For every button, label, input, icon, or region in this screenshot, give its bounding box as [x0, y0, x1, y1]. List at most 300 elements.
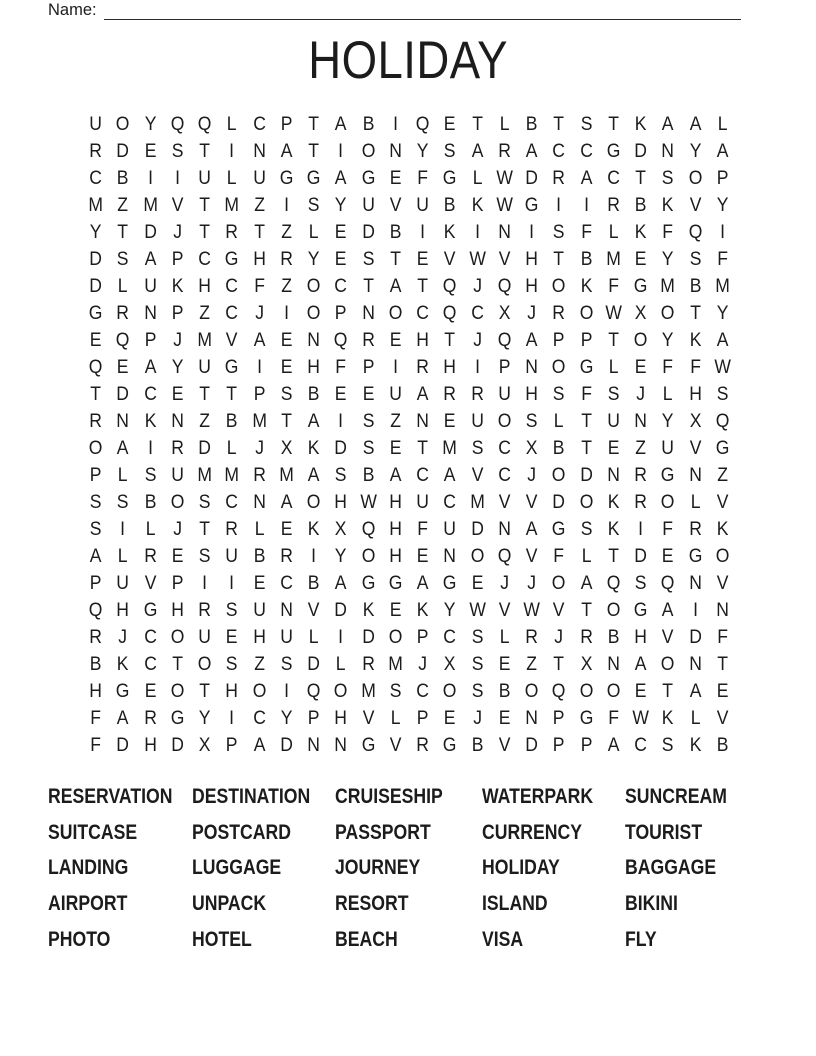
grid-letter: N: [280, 599, 293, 621]
grid-letter: U: [498, 383, 511, 405]
grid-letter: D: [525, 167, 538, 189]
grid-letter: F: [662, 356, 674, 378]
grid-letter: D: [634, 140, 647, 162]
grid-letter: P: [716, 167, 729, 189]
grid-letter: E: [389, 437, 402, 459]
grid-letter: S: [471, 680, 483, 702]
word-list-item: BEACH: [335, 928, 398, 952]
grid-letter: B: [389, 221, 402, 243]
grid-letter: K: [634, 113, 647, 135]
grid-letter: U: [198, 626, 211, 648]
grid-letter: F: [662, 221, 674, 243]
grid-letter: M: [279, 464, 294, 486]
grid-letter: V: [362, 707, 374, 729]
grid-letter: S: [689, 248, 701, 270]
grid-letter: O: [88, 437, 103, 459]
grid-letter: E: [171, 383, 184, 405]
grid-letter: I: [583, 194, 589, 216]
grid-letter: G: [361, 572, 375, 594]
grid-letter: L: [335, 653, 346, 675]
grid-letter: O: [197, 653, 212, 675]
grid-letter: K: [416, 599, 429, 621]
grid-letter: V: [498, 248, 511, 270]
grid-letter: F: [417, 167, 428, 189]
grid-letter: Q: [170, 113, 185, 135]
grid-letter: T: [635, 167, 646, 189]
grid-letter: T: [281, 410, 292, 432]
grid-letter: R: [143, 707, 157, 729]
grid-row: [82, 138, 736, 165]
grid-letter: I: [283, 302, 289, 324]
grid-letter: F: [335, 356, 347, 378]
grid-letter: B: [253, 545, 265, 567]
grid-letter: Y: [198, 707, 211, 729]
grid-row: [82, 246, 736, 273]
grid-letter: F: [417, 518, 428, 540]
grid-letter: Q: [715, 410, 730, 432]
grid-letter: L: [117, 464, 128, 486]
grid-letter: X: [498, 302, 511, 324]
grid-letter: I: [311, 545, 317, 567]
grid-letter: Y: [662, 329, 674, 351]
grid-letter: V: [498, 734, 511, 756]
grid-letter: W: [468, 248, 486, 270]
grid-letter: U: [416, 194, 429, 216]
grid-letter: F: [90, 734, 101, 756]
grid-letter: M: [469, 491, 485, 513]
grid-letter: E: [389, 329, 402, 351]
grid-letter: F: [253, 275, 265, 297]
grid-letter: B: [444, 194, 456, 216]
grid-letter: E: [362, 383, 374, 405]
grid-letter: A: [389, 464, 402, 486]
grid-letter: I: [692, 599, 698, 621]
grid-letter: T: [199, 518, 210, 540]
grid-letter: G: [443, 734, 457, 756]
grid-letter: V: [498, 491, 511, 513]
grid-letter: A: [335, 167, 347, 189]
grid-letter: Y: [444, 599, 456, 621]
grid-letter: P: [89, 572, 102, 594]
grid-letter: P: [89, 464, 102, 486]
grid-letter: C: [443, 491, 457, 513]
grid-letter: E: [389, 167, 402, 189]
grid-letter: S: [362, 248, 374, 270]
grid-letter: W: [632, 707, 649, 729]
grid-letter: T: [580, 437, 592, 459]
grid-letter: R: [225, 221, 239, 243]
grid-letter: T: [717, 653, 728, 675]
grid-letter: U: [389, 383, 402, 405]
word-list-item: JOURNEY: [335, 856, 421, 880]
grid-letter: S: [471, 626, 483, 648]
grid-letter: Q: [688, 221, 702, 243]
grid-letter: H: [443, 356, 457, 378]
grid-letter: D: [89, 248, 102, 270]
grid-row: [82, 273, 736, 300]
grid-letter: T: [553, 653, 565, 675]
grid-letter: C: [143, 626, 157, 648]
grid-letter: O: [388, 626, 403, 648]
grid-letter: E: [280, 518, 293, 540]
grid-row: [82, 678, 736, 705]
grid-letter: O: [443, 680, 457, 702]
grid-letter: R: [280, 248, 293, 270]
grid-letter: I: [474, 221, 480, 243]
grid-letter: C: [143, 383, 157, 405]
grid-letter: E: [498, 707, 511, 729]
grid-letter: W: [714, 356, 731, 378]
grid-letter: K: [662, 194, 674, 216]
grid-letter: Z: [199, 410, 210, 432]
grid-letter: T: [199, 221, 210, 243]
grid-letter: B: [226, 410, 238, 432]
grid-letter: D: [116, 734, 130, 756]
grid-letter: F: [608, 707, 619, 729]
grid-letter: E: [117, 356, 129, 378]
grid-letter: A: [525, 518, 538, 540]
grid-row: [82, 408, 736, 435]
grid-letter: T: [417, 275, 428, 297]
grid-letter: K: [117, 653, 129, 675]
grid-letter: R: [280, 545, 293, 567]
grid-letter: E: [716, 680, 729, 702]
grid-letter: O: [170, 680, 185, 702]
grid-letter: A: [335, 113, 347, 135]
grid-letter: A: [716, 329, 729, 351]
grid-letter: E: [335, 383, 347, 405]
grid-letter: S: [607, 383, 620, 405]
grid-letter: B: [117, 167, 129, 189]
grid-letter: V: [553, 599, 565, 621]
grid-letter: T: [608, 113, 619, 135]
grid-letter: E: [171, 545, 184, 567]
grid-letter: O: [361, 545, 375, 567]
grid-letter: C: [416, 302, 429, 324]
grid-letter: I: [338, 140, 344, 162]
grid-letter: F: [580, 221, 592, 243]
page-title: HOLIDAY: [308, 31, 508, 90]
grid-letter: S: [580, 113, 592, 135]
grid-letter: A: [280, 140, 293, 162]
grid-letter: U: [361, 194, 375, 216]
grid-letter: A: [471, 140, 483, 162]
grid-letter: H: [334, 707, 348, 729]
grid-row: [82, 381, 736, 408]
grid-letter: R: [171, 437, 184, 459]
grid-letter: Q: [116, 329, 130, 351]
grid-letter: S: [89, 518, 102, 540]
grid-letter: R: [361, 653, 375, 675]
grid-letter: T: [471, 113, 483, 135]
grid-letter: M: [197, 464, 212, 486]
grid-letter: E: [253, 572, 265, 594]
grid-letter: X: [335, 518, 347, 540]
grid-letter: P: [580, 329, 592, 351]
grid-letter: B: [634, 194, 647, 216]
grid-letter: N: [143, 302, 157, 324]
grid-letter: I: [529, 221, 535, 243]
grid-letter: Z: [253, 653, 265, 675]
grid-letter: S: [553, 383, 565, 405]
grid-letter: Q: [497, 275, 512, 297]
grid-letter: T: [608, 329, 619, 351]
grid-row: [82, 543, 736, 570]
grid-letter: K: [716, 518, 729, 540]
grid-letter: W: [468, 599, 486, 621]
grid-letter: T: [689, 302, 701, 324]
grid-letter: Q: [306, 680, 321, 702]
name-blank-line: [104, 4, 741, 20]
grid-letter: S: [89, 491, 102, 513]
grid-letter: N: [688, 464, 702, 486]
grid-letter: L: [717, 113, 728, 135]
grid-letter: P: [362, 356, 374, 378]
grid-letter: U: [443, 518, 457, 540]
grid-letter: C: [443, 626, 457, 648]
grid-letter: C: [225, 275, 239, 297]
grid-letter: I: [120, 518, 126, 540]
grid-letter: X: [444, 653, 456, 675]
grid-letter: N: [361, 302, 375, 324]
grid-letter: R: [525, 626, 538, 648]
grid-letter: U: [661, 437, 675, 459]
grid-letter: Q: [334, 329, 348, 351]
grid-letter: O: [606, 599, 621, 621]
grid-letter: I: [392, 356, 398, 378]
grid-letter: V: [389, 194, 402, 216]
grid-letter: C: [198, 248, 211, 270]
grid-letter: L: [690, 491, 701, 513]
word-list-item: FLY: [625, 928, 657, 952]
grid-letter: P: [226, 734, 238, 756]
grid-letter: H: [89, 680, 102, 702]
grid-letter: S: [335, 464, 347, 486]
grid-letter: P: [171, 248, 184, 270]
grid-letter: K: [580, 275, 592, 297]
grid-letter: I: [638, 518, 644, 540]
grid-row: [82, 111, 736, 138]
grid-letter: E: [444, 707, 456, 729]
grid-letter: E: [498, 653, 511, 675]
grid-letter: J: [527, 572, 537, 594]
grid-letter: M: [224, 194, 240, 216]
grid-row: [82, 300, 736, 327]
grid-letter: M: [442, 437, 458, 459]
grid-letter: E: [607, 437, 620, 459]
word-list-row: [48, 851, 778, 887]
grid-row: [82, 462, 736, 489]
grid-letter: M: [142, 194, 158, 216]
grid-letter: N: [525, 356, 538, 378]
grid-letter: S: [171, 140, 184, 162]
grid-letter: N: [688, 572, 702, 594]
grid-letter: V: [689, 437, 701, 459]
grid-letter: R: [361, 329, 375, 351]
grid-letter: Y: [280, 707, 293, 729]
grid-letter: G: [361, 167, 375, 189]
grid-letter: R: [552, 167, 566, 189]
grid-row: [82, 165, 736, 192]
grid-letter: Y: [335, 545, 347, 567]
grid-letter: K: [307, 518, 320, 540]
grid-letter: C: [252, 113, 266, 135]
grid-letter: U: [89, 113, 102, 135]
grid-letter: E: [389, 599, 402, 621]
grid-letter: Y: [89, 221, 102, 243]
grid-row: [82, 435, 736, 462]
grid-letter: S: [580, 518, 592, 540]
grid-letter: C: [498, 464, 511, 486]
grid-letter: V: [471, 464, 483, 486]
grid-letter: I: [420, 221, 426, 243]
grid-letter: T: [580, 599, 592, 621]
grid-letter: A: [580, 167, 592, 189]
grid-letter: T: [390, 248, 401, 270]
grid-letter: E: [444, 410, 456, 432]
grid-letter: K: [689, 329, 701, 351]
grid-letter: P: [580, 734, 592, 756]
grid-letter: N: [416, 410, 429, 432]
grid-letter: B: [89, 653, 102, 675]
grid-letter: E: [89, 329, 102, 351]
grid-letter: L: [145, 518, 156, 540]
grid-letter: F: [689, 356, 701, 378]
grid-letter: S: [117, 491, 129, 513]
grid-letter: C: [470, 302, 484, 324]
grid-letter: I: [338, 410, 344, 432]
grid-letter: C: [579, 140, 593, 162]
word-list-item: BIKINI: [625, 892, 678, 916]
grid-letter: T: [553, 113, 565, 135]
grid-letter: E: [471, 572, 483, 594]
grid-letter: O: [606, 680, 621, 702]
grid-letter: U: [171, 464, 184, 486]
grid-letter: O: [661, 302, 675, 324]
grid-letter: Y: [416, 140, 429, 162]
grid-letter: S: [716, 383, 729, 405]
grid-letter: V: [444, 248, 456, 270]
grid-letter: S: [389, 680, 402, 702]
grid-letter: N: [307, 329, 320, 351]
grid-letter: R: [116, 302, 130, 324]
grid-letter: R: [498, 140, 511, 162]
grid-letter: Y: [662, 248, 674, 270]
grid-letter: P: [553, 329, 565, 351]
grid-letter: S: [662, 167, 674, 189]
grid-letter: B: [580, 248, 592, 270]
word-list-item: LUGGAGE: [192, 856, 282, 880]
grid-row: [82, 597, 736, 624]
grid-letter: E: [416, 545, 429, 567]
grid-letter: L: [608, 221, 619, 243]
grid-letter: S: [634, 572, 647, 594]
grid-letter: U: [280, 626, 293, 648]
grid-letter: K: [607, 518, 620, 540]
grid-letter: H: [171, 599, 184, 621]
grid-row: [82, 570, 736, 597]
grid-letter: D: [525, 734, 538, 756]
grid-letter: T: [362, 275, 374, 297]
grid-letter: P: [416, 707, 429, 729]
grid-letter: H: [198, 275, 211, 297]
grid-letter: O: [306, 302, 321, 324]
grid-letter: V: [689, 194, 701, 216]
grid-letter: C: [252, 707, 266, 729]
grid-letter: J: [472, 329, 482, 351]
word-list-row: [48, 779, 778, 815]
grid-letter: P: [335, 302, 347, 324]
grid-letter: S: [144, 464, 156, 486]
grid-letter: D: [307, 653, 320, 675]
grid-letter: T: [117, 221, 129, 243]
grid-letter: Y: [689, 140, 701, 162]
grid-letter: R: [579, 626, 593, 648]
grid-letter: B: [362, 464, 374, 486]
grid-letter: J: [254, 437, 264, 459]
grid-letter: R: [688, 518, 702, 540]
grid-letter: I: [202, 572, 208, 594]
grid-letter: C: [416, 680, 429, 702]
grid-letter: X: [280, 437, 293, 459]
grid-letter: C: [280, 572, 293, 594]
grid-letter: R: [634, 491, 647, 513]
grid-letter: A: [253, 329, 265, 351]
word-list-item: CRUISESHIP: [335, 784, 443, 808]
grid-letter: A: [444, 464, 456, 486]
grid-letter: I: [229, 707, 235, 729]
grid-row: [82, 219, 736, 246]
grid-letter: O: [552, 572, 566, 594]
name-row: [48, 1, 741, 20]
grid-letter: N: [334, 734, 348, 756]
grid-letter: A: [89, 545, 102, 567]
grid-row: [82, 489, 736, 516]
grid-letter: N: [716, 599, 729, 621]
grid-letter: I: [256, 356, 262, 378]
grid-letter: U: [198, 356, 211, 378]
grid-letter: T: [444, 329, 456, 351]
grid-letter: G: [361, 734, 375, 756]
grid-letter: G: [579, 356, 593, 378]
grid-letter: Z: [635, 437, 646, 459]
grid-letter: L: [226, 113, 237, 135]
grid-letter: S: [471, 653, 483, 675]
grid-letter: F: [608, 275, 619, 297]
grid-letter: E: [280, 356, 293, 378]
grid-letter: F: [90, 707, 101, 729]
grid-letter: Q: [661, 572, 675, 594]
grid-letter: H: [334, 491, 348, 513]
grid-letter: K: [307, 437, 320, 459]
grid-letter: U: [416, 491, 429, 513]
grid-letter: A: [117, 707, 129, 729]
grid-letter: P: [307, 707, 320, 729]
word-list-item: RESERVATION: [48, 784, 173, 808]
grid-letter: O: [552, 464, 566, 486]
grid-letter: P: [280, 113, 293, 135]
grid-letter: W: [605, 302, 622, 324]
grid-letter: E: [634, 248, 647, 270]
grid-letter: R: [443, 383, 457, 405]
grid-letter: L: [117, 275, 128, 297]
grid-letter: L: [390, 707, 401, 729]
word-list-item: WATERPARK: [482, 784, 594, 808]
grid-letter: Z: [717, 464, 728, 486]
grid-letter: Q: [606, 572, 621, 594]
grid-letter: O: [470, 545, 484, 567]
grid-letter: N: [498, 221, 511, 243]
